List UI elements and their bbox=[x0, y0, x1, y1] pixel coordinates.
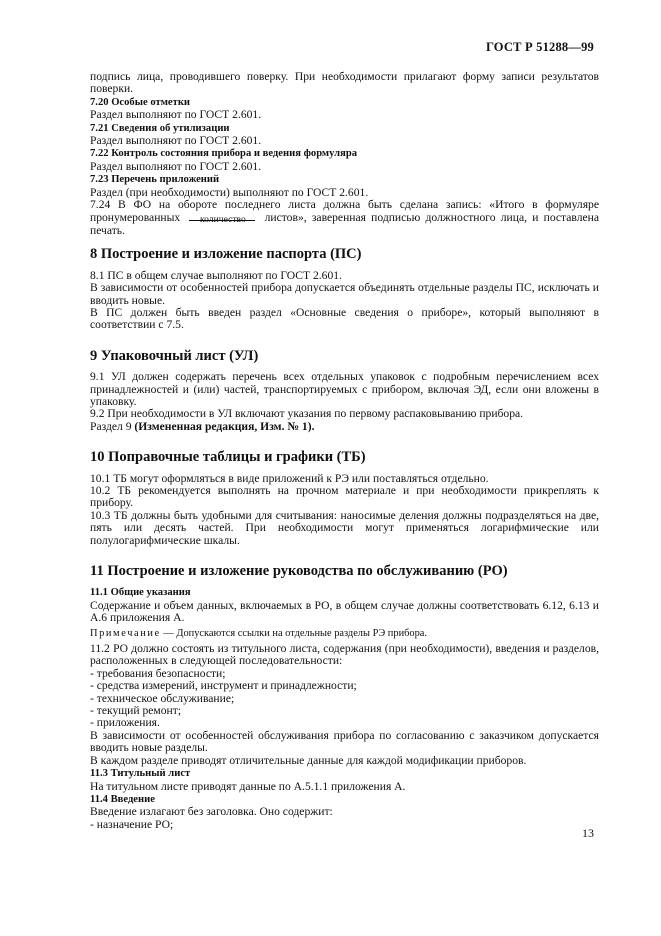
paragraph: В ПС должен быть введен раздел «Основные сведения о приборе», который выполняют в соответствии с 7.5. bbox=[90, 305, 599, 332]
paragraph-7-24 bbox=[90, 199, 599, 237]
paragraph: В зависимости от особенностей прибора допускается объединять отдельные разделы ПС, исключать и вводить новые. bbox=[90, 281, 599, 307]
list-item: - техническое обслуживание; bbox=[90, 691, 235, 705]
paragraph: В каждом разделе приводят отличительные данные для каждой модификации приборов. bbox=[90, 753, 527, 767]
paragraph: 9.1 УЛ должен содержать перечень всех отдельных упаковок с подробным перечислением всех принадлежностей и (или) частей, транспортируемых с прибором, включая ЭД, если они вложены в упаковку. bbox=[90, 370, 599, 408]
paragraph: На титульном листе приводят данные по А.5.1.1 приложения А. bbox=[90, 779, 406, 793]
list-item: - требования безопасности; bbox=[90, 666, 226, 680]
paragraph: 10.3 ТБ должны быть удобными для считывания: наносимые деления должны подразделяться на две, пять или десять частей. При необходимости могут применяться логарифмические или полулогарифмические шкалы. bbox=[90, 508, 599, 547]
list-item: - текущий ремонт; bbox=[90, 704, 182, 718]
list-item: - назначение РО; bbox=[90, 817, 174, 831]
paragraph: 10.1 ТБ могут оформляться в виде приложений к РЭ или поставляться отдельно. bbox=[90, 471, 489, 485]
paragraph: 8.1 ПС в общем случае выполняют по ГОСТ 2.601. bbox=[90, 268, 342, 282]
note-text: — Допускаются ссылки на отдельные разделы РЭ прибора. bbox=[160, 627, 428, 639]
text-fragment: 7.24 В ФО на обороте последнего листа должна быть сделана запись: «Итого в формуляре пронумерованных bbox=[90, 198, 599, 225]
paragraph: подпись лица, проводившего поверку. При необходимости прилагают форму записи результатов поверки. bbox=[90, 70, 599, 96]
note bbox=[90, 628, 599, 640]
page-number: 13 bbox=[582, 826, 594, 840]
subsection-title-11-3: 11.3 Титульный лист bbox=[90, 768, 191, 780]
paragraph: Раздел выполняют по ГОСТ 2.601. bbox=[90, 134, 262, 148]
paragraph: В зависимости от особенностей обслуживания прибора по согласованию с заказчиком допускается вводить новые разделы. bbox=[90, 728, 599, 755]
paragraph: Раздел (при необходимости) выполняют по ГОСТ 2.601. bbox=[90, 185, 369, 199]
paragraph: 11.2 РО должно состоять из титульного листа, содержания (при необходимости), введения и разделов, расположенных в следующей последовательности: bbox=[90, 642, 599, 668]
blank-caption: количество bbox=[200, 214, 246, 226]
text-fragment: Раздел 9 bbox=[90, 419, 135, 433]
section-heading-8: 8 Построение и изложение паспорта (ПС) bbox=[90, 246, 362, 263]
subsection-title-7-23: 7.23 Перечень приложений bbox=[90, 174, 220, 186]
paragraph: Раздел выполняют по ГОСТ 2.601. bbox=[90, 108, 262, 122]
text-fragment: листов», заверенная подписью должностного лица, и поставлена печать. bbox=[90, 211, 600, 237]
standard-code-header: ГОСТ Р 51288—99 bbox=[485, 40, 594, 54]
amendment-reference: (Измененная редакция, Изм. № 1). bbox=[134, 419, 315, 433]
amendment-note bbox=[90, 421, 599, 433]
subsection-title-7-20: 7.20 Особые отметки bbox=[90, 96, 191, 108]
subsection-title-7-22: 7.22 Контроль состояния прибора и ведения формуляра bbox=[90, 148, 358, 160]
paragraph: Введение излагают без заголовка. Оно содержит: bbox=[90, 805, 333, 819]
section-heading-10: 10 Поправочные таблицы и графики (ТБ) bbox=[90, 449, 366, 466]
list-item: - средства измерений, инструмент и принадлежности; bbox=[90, 679, 357, 693]
note-label: Примечание bbox=[90, 627, 161, 639]
page-content bbox=[90, 71, 599, 831]
subsection-title-11-4: 11.4 Введение bbox=[90, 793, 155, 805]
section-heading-11: 11 Построение и изложение руководства по обслуживанию (РО) bbox=[90, 563, 508, 579]
subsection-title-11-1: 11.1 Общие указания bbox=[90, 587, 191, 599]
paragraph: Содержание и объем данных, включаемых в РО, в общем случае должны соответствовать 6.12, 6.13 и А.6 приложения А. bbox=[90, 598, 599, 625]
section-list bbox=[90, 668, 599, 730]
paragraph: 9.2 При необходимости в УЛ включают указания по первому распаковыванию прибора. bbox=[90, 407, 524, 421]
subsection-title-7-21: 7.21 Сведения об утилизации bbox=[90, 122, 230, 134]
paragraph: Раздел выполняют по ГОСТ 2.601. bbox=[90, 159, 262, 173]
list-item: - приложения. bbox=[90, 716, 160, 730]
section-heading-9: 9 Упаковочный лист (УЛ) bbox=[90, 347, 259, 364]
paragraph: 10.2 ТБ рекомендуется выполнять на прочном материале и при необходимости прикреплять к прибору. bbox=[90, 483, 599, 510]
